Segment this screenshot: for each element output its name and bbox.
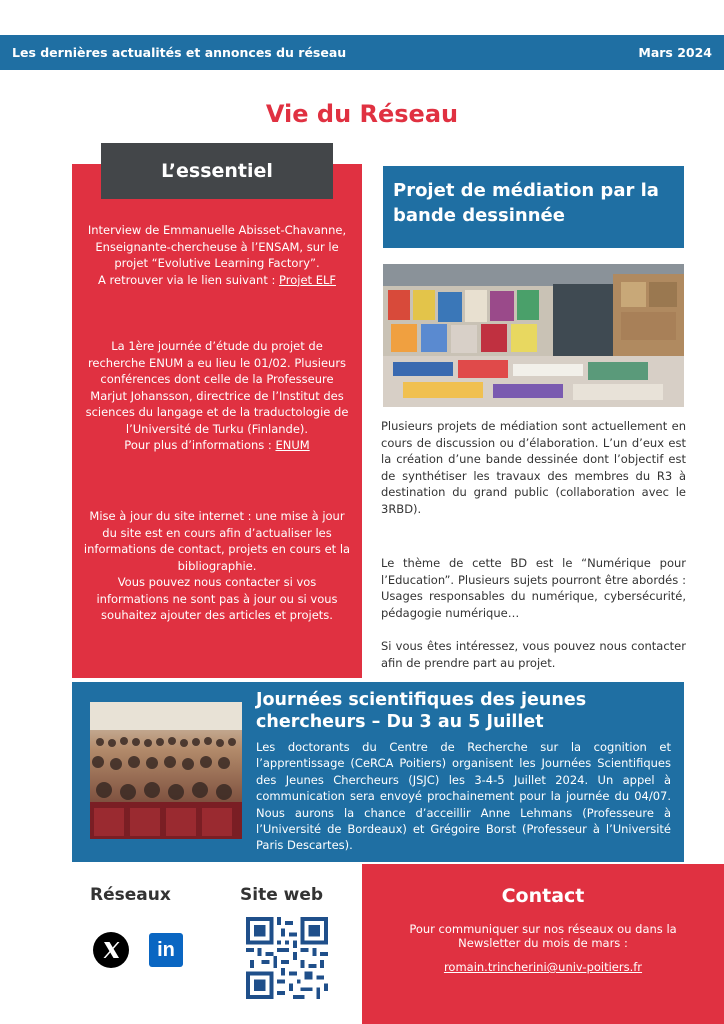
header-date: Mars 2024	[638, 45, 712, 60]
projet-paragraph-2: Le thème de cette BD est le “Numérique pour l’Education”. Plusieurs sujets pourront être abordés : Usages responsables du numérique, cybersécurité, pédagogie numérique…	[381, 556, 686, 620]
site-web-heading: Site web	[240, 885, 324, 905]
header-tagline: Les dernières actualités et annonces du réseau	[12, 45, 347, 60]
contact-heading: Contact	[501, 885, 585, 907]
header-bar	[0, 35, 724, 70]
conference-audience-photo	[90, 702, 242, 839]
link-enum[interactable]: ENUM	[275, 438, 310, 452]
essentiel-item-interview: Interview de Emmanuelle Abisset-Chavanne, Enseignante-chercheuse à l’ENSAM, sur le projet “Evolutive Learning Factory”. A retrouver via le lien suivant : Projet ELF	[87, 223, 347, 287]
projet-paragraph-3: Si vous êtes intéressez, vous pouvez nous contacter afin de prendre part au projet.	[381, 639, 686, 670]
essentiel-item-enum: La 1ère journée d’étude du projet de recherche ENUM a eu lieu le 01/02. Plusieurs conférences dont celle de la Professeure Marjut Johansson, directrice de l’Institut des sciences du langage et de la traductologie de l’Université de Turku (Finlande). Pour plus d’informations : ENUM	[85, 339, 349, 452]
link-projet-elf[interactable]: Projet ELF	[279, 272, 336, 287]
journees-text: Les doctorants du Centre de Recherche sur la cognition et l’apprentissage (CeRCA Poitiers) organisent les Journées Scientifiques des Jeunes Chercheurs (JSJC) les 3-4-5 Juillet 2024. Un appel à communication sera envoyé prochainement pour la journée du 04/07. Nous aurons la chance d’acceillir Anne Lehmans (Professeure à l’Université de Bordeaux) et Grégoire Borst (Professeur à l’Université Paris Descartes).	[256, 740, 671, 853]
qr-code-icon[interactable]	[246, 917, 328, 999]
journees-heading: Journées scientifiques des jeunes chercheurs – Du 3 au 5 Juillet	[256, 690, 587, 732]
essentiel-heading: L’essentiel	[101, 143, 333, 199]
reseaux-heading: Réseaux	[90, 885, 171, 905]
page-title: Vie du Réseau	[265, 100, 459, 128]
linkedin-icon[interactable]: in	[149, 933, 183, 967]
x-logo-icon[interactable]	[93, 932, 129, 968]
contact-text: Pour communiquer sur nos réseaux ou dans la Newsletter du mois de mars :	[409, 922, 677, 950]
comic-shop-photo	[383, 264, 684, 407]
projet-paragraph-1: Plusieurs projets de médiation sont actuellement en cours de discussion ou d’élaboration. L’un d’eux est la création d’une bande dessinée dont l’objectif est de synthétiser les travaux des membres du R3 à destination du grand public (collaboration avec le 3RBD).	[381, 419, 686, 516]
projet-heading: Projet de médiation par la bande dessinnée	[383, 166, 684, 248]
contact-email-link[interactable]: romain.trincherini@univ-poitiers.fr	[443, 960, 643, 974]
contact-panel	[362, 864, 724, 1024]
essentiel-item-site: Mise à jour du site internet : une mise à jour du site est en cours afin d’actualiser les informations de contact, projets en cours et la bibliographie. Vous pouvez nous contacter si vos informations ne sont pas à jour ou si vous souhaitez ajouter des articles et projets.	[83, 509, 351, 622]
